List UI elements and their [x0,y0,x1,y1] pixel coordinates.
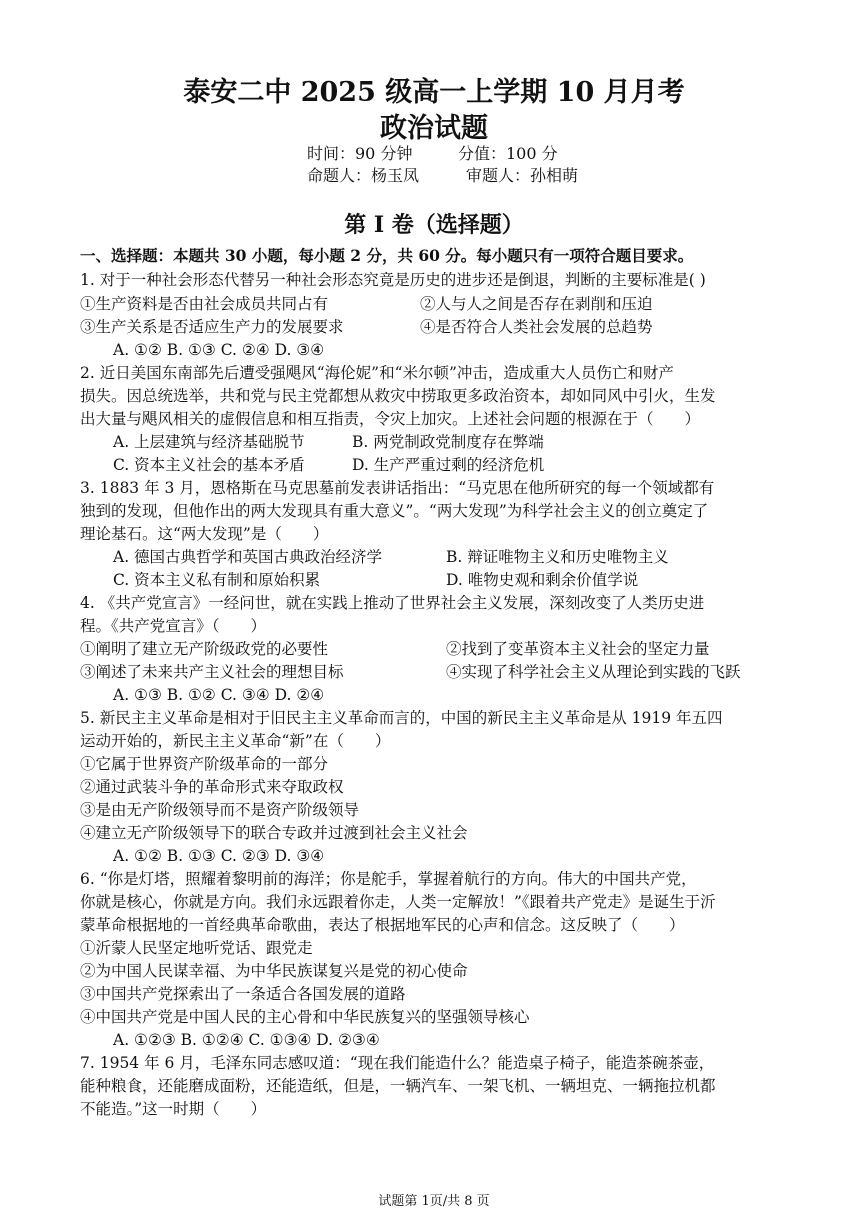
question-stem-line: 理论基石。这“两大发现”是（ ） [80,525,329,543]
part-heading: 一、选择题：本题共 30 小题，每小题 2 分，共 60 分。每小题只有一项符合题目要求。 [80,246,694,265]
question-item: ③生产关系是否适应生产力的发展要求 [80,318,344,336]
question-stem-line: 不能造。”这一时期（ ） [80,1100,267,1118]
question-item: ①它属于世界资产阶级革命的一部分 [80,755,329,773]
question-item: ③中国共产党探索出了一条适合各国发展的道路 [80,985,406,1003]
question-item: ④是否符合人类社会发展的总趋势 [420,318,653,336]
question-option: C. 资本主义社会的基本矛盾 [113,456,305,474]
section-title: 第 I 卷（选择题） [344,212,524,238]
question-stem-line: 7. 1954 年 6 月，毛泽东同志感叹道：“现在我们能造什么？能造桌子椅子，能造茶碗茶壶， [80,1054,715,1072]
question-item: ②人与人之间是否存在剥削和压迫 [420,295,653,313]
question-option: C. 资本主义私有制和原始积累 [113,571,321,589]
question-stem-line: 2. 近日美国东南部先后遭受强飓风“海伦妮”和“米尔顿”冲击，造成重大人员伤亡和财产 [80,364,674,382]
question-option: B. 辩证唯物主义和历史唯物主义 [446,548,669,566]
question-item: ②找到了变革资本主义社会的坚定力量 [446,640,710,658]
question-item: ①阐明了建立无产阶级政党的必要性 [80,640,329,658]
question-item: ①生产资料是否由社会成员共同占有 [80,295,329,313]
question-stem-line: 1. 对于一种社会形态代替另一种社会形态究竟是历史的进步还是倒退，判断的主要标准是( ) [80,271,706,289]
question-item: ③阐述了未来共产主义社会的理想目标 [80,663,344,681]
question-stem-line: 蒙革命根据地的一首经典革命歌曲，表达了根据地军民的心声和信念。这反映了（ ） [80,916,685,934]
exam-title: 泰安二中 2025 级高一上学期 10 月月考 [183,77,685,108]
exam-author: 命题人：杨玉凤 [307,166,420,185]
question-item: ②通过武装斗争的革命形式来夺取政权 [80,778,344,796]
exam-score: 分值：100 分 [458,144,558,163]
question-options: A. ①②③ B. ①②④ C. ①③④ D. ②③④ [113,1031,380,1049]
exam-time: 时间：90 分钟 [307,144,413,163]
question-option: A. 上层建筑与经济基础脱节 [113,433,305,451]
question-option: D. 唯物史观和剩余价值学说 [446,571,639,589]
question-options: A. ①② B. ①③ C. ②③ D. ③④ [113,847,325,865]
question-option: B. 两党制政党制度存在弊端 [352,433,544,451]
question-stem-line: 运动开始的，新民主主义革命“新”在（ ） [80,732,391,750]
question-stem-line: 3. 1883 年 3 月，恩格斯在马克思墓前发表讲话指出：“马克思在他所研究的每一个领域都有 [80,479,715,497]
exam-subtitle: 政治试题 [380,113,488,144]
question-option: D. 生产严重过剩的经济危机 [352,456,545,474]
question-stem-line: 你就是核心，你就是方向。我们永远跟着你走，人类一定解放！”《跟着共产党走》是诞生于沂 [80,893,716,911]
exam-reviewer: 审题人：孙相萌 [466,166,579,185]
question-option: A. 德国古典哲学和英国古典政治经济学 [113,548,383,566]
question-stem-line: 6. “你是灯塔，照耀着黎明前的海洋；你是舵手，掌握着航行的方向。伟大的中国共产党， [80,870,697,888]
question-stem-line: 独到的发现，但他作出的两大发现具有重大意义”。“两大发现”为科学社会主义的创立奠定了 [80,502,709,520]
question-item: ④实现了科学社会主义从理论到实践的飞跃 [446,663,741,681]
question-options: A. ①③ B. ①② C. ③④ D. ②④ [113,686,325,704]
question-stem-line: 程。《共产党宣言》（ ） [80,617,267,635]
question-options: A. ①② B. ①③ C. ②④ D. ③④ [113,341,325,359]
question-stem-line: 4. 《共产党宣言》一经问世，就在实践上推动了世界社会主义发展，深刻改变了人类历史进 [80,594,705,612]
page-footer: 试题第 1页/共 8 页 [378,1194,490,1209]
question-stem-line: 能种粮食，还能磨成面粉，还能造纸，但是，一辆汽车、一架飞机、一辆坦克、一辆拖拉机都 [80,1077,716,1095]
question-item: ③是由无产阶级领导而不是资产阶级领导 [80,801,360,819]
question-item: ①沂蒙人民坚定地听党话、跟党走 [80,939,313,957]
question-item: ④建立无产阶级领导下的联合专政并过渡到社会主义社会 [80,824,468,842]
question-stem-line: 出大量与飓风相关的虚假信息和相互指责，令灾上加灾。上述社会问题的根源在于（ ） [80,410,701,428]
question-stem-line: 5. 新民主主义革命是相对于旧民主主义革命而言的，中国的新民主主义革命是从 1919 年五四 [80,709,723,727]
question-stem-line: 损失。因总统选举，共和党与民主党都想从救灾中捞取更多政治资本，却如同风中引火，生发 [80,387,716,405]
question-item: ②为中国人民谋幸福、为中华民族谋复兴是党的初心使命 [80,962,468,980]
question-item: ④中国共产党是中国人民的主心骨和中华民族复兴的坚强领导核心 [80,1008,530,1026]
